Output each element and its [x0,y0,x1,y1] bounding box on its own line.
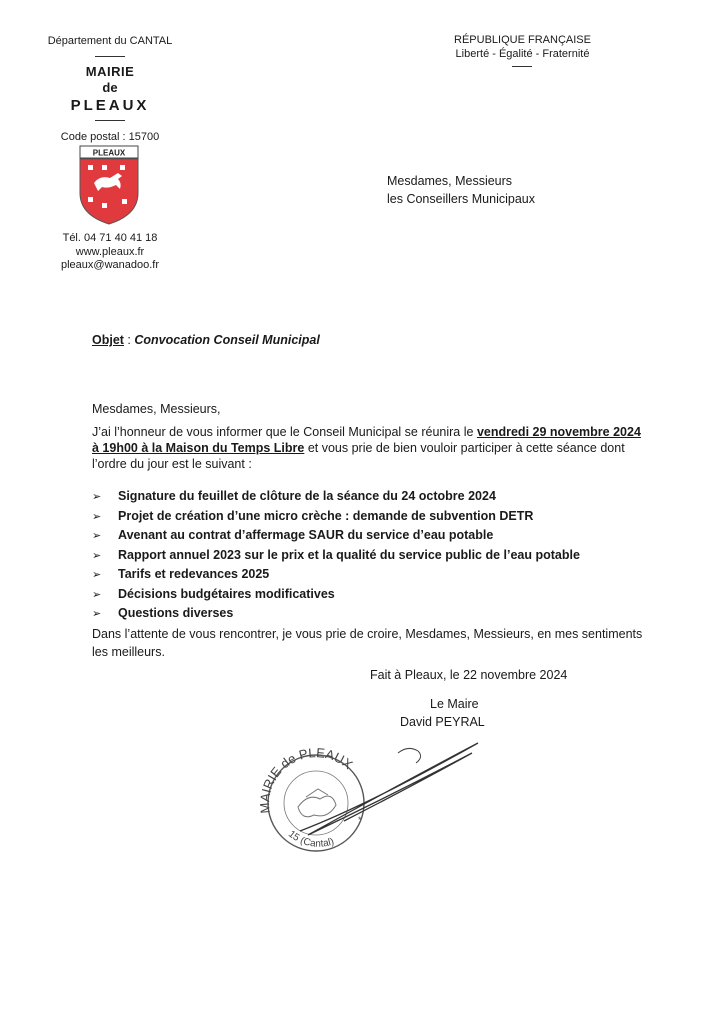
intro-text-2: et vous prie de bien vouloir participer à cette séance dont l’ordre du jour est le suivant : [92,441,625,471]
arrow-bullet-icon: ➢ [92,588,102,601]
place-and-date: Fait à Pleaux, le 22 novembre 2024 [370,668,568,682]
recipient-line-1: Mesdames, Messieurs [387,174,513,188]
phone-number: Tél. 04 71 40 41 18 [62,232,158,244]
recipient-block [387,172,535,208]
divider [512,66,532,67]
republic-motto: Liberté - Égalité - Fraternité [455,48,590,60]
agenda-item [92,487,580,507]
arrow-bullet-icon: ➢ [92,549,102,562]
agenda-item-text: Avenant au contrat d’affermage SAUR du service d’eau potable [118,528,494,542]
agenda-item [92,507,580,527]
email-address: pleaux@wanadoo.fr [60,259,159,271]
agenda-item-text: Projet de création d’une micro crèche : demande de subvention DETR [118,508,534,523]
stamp-text-top: MAIRIE de PLEAUX [256,744,356,815]
arrow-bullet-icon: ➢ [92,510,102,523]
agenda-list [92,487,580,624]
agenda-item [92,604,580,624]
divider [95,120,125,121]
arrow-bullet-icon: ➢ [92,608,102,620]
mairie-title-de: de [102,80,118,95]
intro-paragraph [92,424,647,472]
stamp-text-bottom: 15 (Cantal) [286,828,336,850]
department-label: Département du CANTAL [47,35,173,47]
meeting-date-highlight: vendredi 29 novembre 2024 à 19h00 à la Maison du Temps Libre [92,425,641,455]
arrow-bullet-icon: ➢ [92,569,102,581]
mairie-town-name: PLEAUX [70,97,150,114]
agenda-item [92,585,580,605]
divider [95,56,125,57]
closing-paragraph: Dans l’attente de vous rencontrer, je vous prie de croire, Mesdames, Messieurs, en mes sentiments les meilleurs. [92,627,643,659]
agenda-item [92,526,580,546]
official-stamp-icon [248,735,488,855]
agenda-item [92,565,580,585]
website-link: www.pleaux.fr [75,245,145,258]
agenda-item-text: Questions diverses [118,606,234,620]
subject-line [92,333,320,347]
recipient-line-2: les Conseillers Municipaux [387,192,535,206]
signatory-title: Le Maire [430,697,479,711]
mairie-title: MAIRIE [85,64,135,79]
salutation: Mesdames, Messieurs, [92,402,221,416]
agenda-item [92,546,580,566]
letterhead-right [420,33,625,61]
svg-text:*: * [358,815,362,825]
subject-label: Objet [92,333,124,347]
arrow-bullet-icon: ➢ [92,491,102,503]
agenda-item-text: Rapport annuel 2023 sur le prix et la qualité du service public de l’eau potable [118,547,580,562]
crest-label: PLEAUX [92,148,126,158]
agenda-item-text: Signature du feuillet de clôture de la séance du 24 octobre 2024 [118,489,496,503]
arrow-bullet-icon: ➢ [92,530,102,542]
republic-label: RÉPUBLIQUE FRANÇAISE [454,34,591,46]
subject-separator: : [123,333,135,347]
contact-block [30,232,190,273]
agenda-item-text: Décisions budgétaires modificatives [118,586,335,601]
letterhead-left [30,34,190,144]
agenda-item-text: Tarifs et redevances 2025 [118,567,270,581]
intro-text-1: J’ai l’honneur de vous informer que le Conseil Municipal se réunira le [92,425,477,439]
postal-code: Code postal : 15700 [60,131,160,143]
subject-value: Convocation Conseil Municipal [134,333,320,347]
signatory-name: David PEYRAL [400,715,485,729]
coat-of-arms-icon [78,145,140,225]
